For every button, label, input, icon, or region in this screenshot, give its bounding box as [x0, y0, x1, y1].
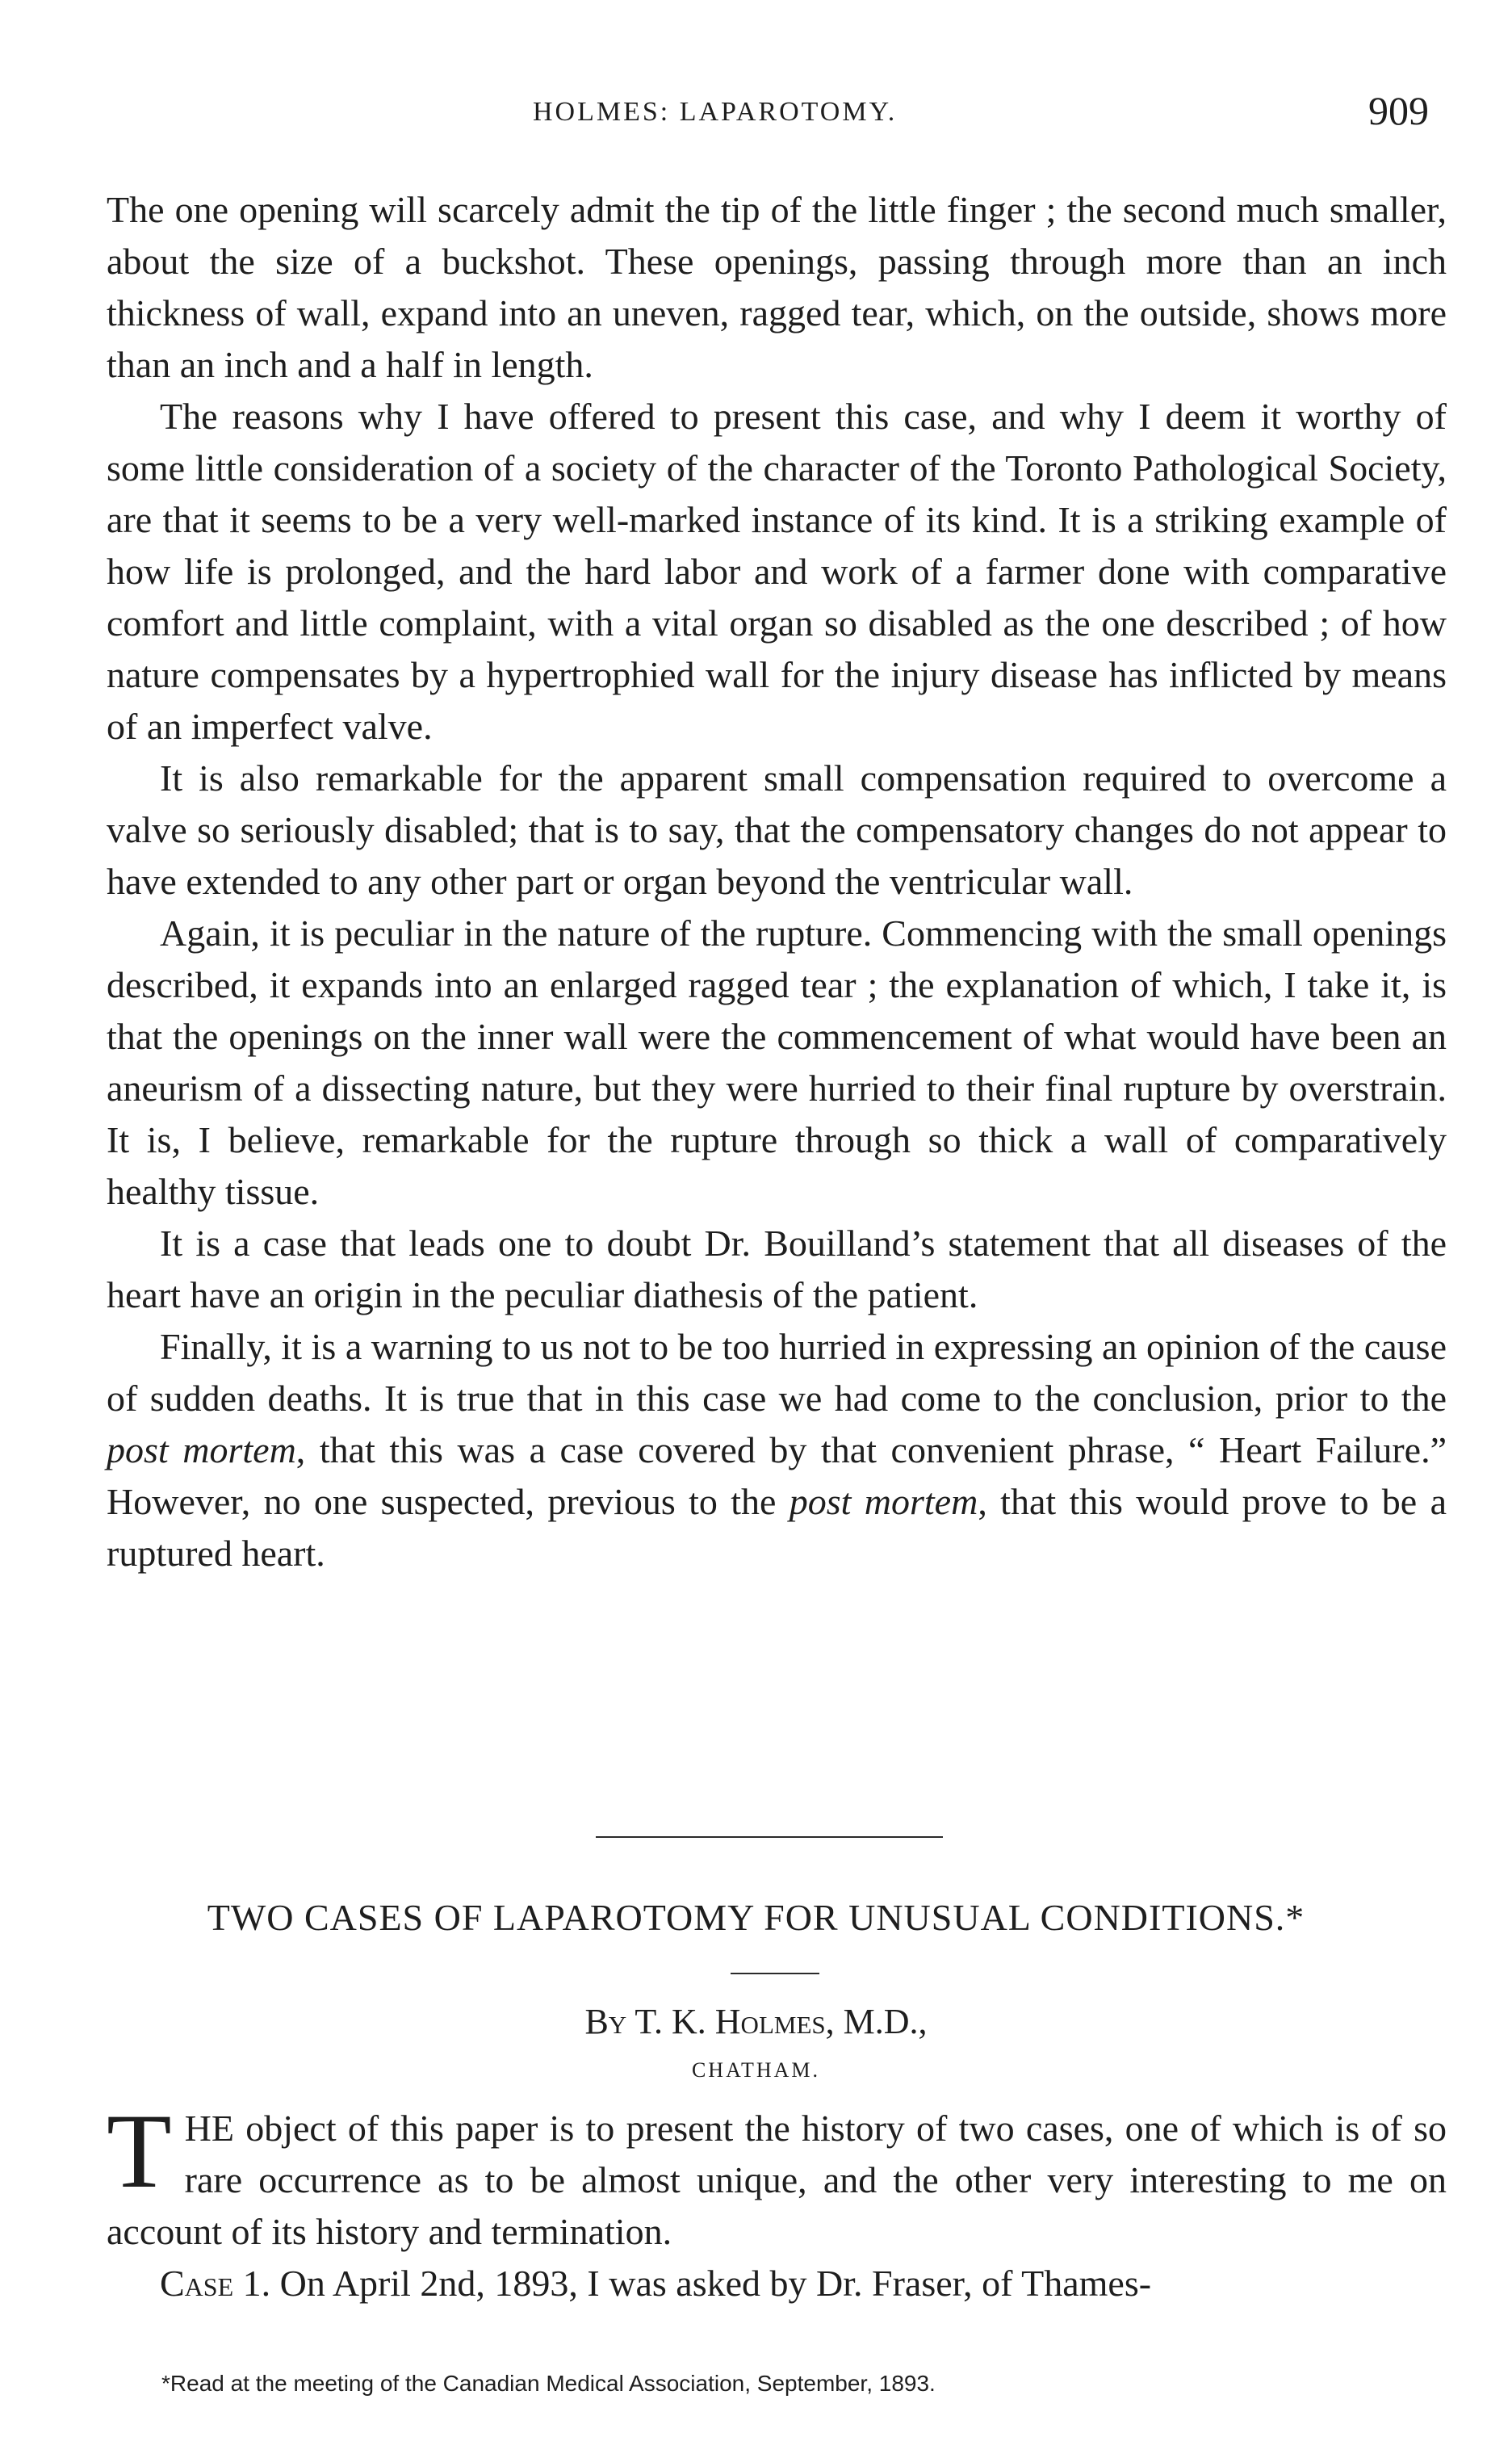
paragraph-4 [107, 908, 1447, 1218]
paragraph-6 [107, 1321, 1447, 1579]
page-number: 909 [1368, 88, 1429, 133]
paragraph-6-text-a: Finally, it is a warning to us not to be too hurried in expressing an opinion of the cause of sudden deaths. It is true that in this case we had come to the conclusion, prior to the [107, 1326, 1447, 1419]
running-head [0, 87, 1512, 136]
intro-paragraph [107, 2091, 1447, 2258]
section-divider [596, 1836, 943, 1838]
drop-cap: T [107, 2091, 172, 2210]
paragraph-6-italic-a: post mortem [107, 1429, 296, 1470]
case-paragraph-text: On April 2nd, 1893, I was asked by Dr. Fraser, of Thames- [270, 2263, 1152, 2304]
paragraph-3-text: It is also remarkable for the apparent small compensation required to overcome a valve so seriously disabled; that is to say, that the compensatory changes do not appear to have extended to any other part or organ beyond the ventricular wall. [107, 757, 1447, 902]
paragraph-1-text: The one opening will scarcely admit the tip of the little finger ; the second much smaller, about the size of a buckshot. These openings, passing through more than an inch thickness of wall, expand into an uneven, ragged tear, which, on the outside, shows more than an inch and a half in length. [107, 189, 1447, 385]
running-title: HOLMES: LAPAROTOMY. [533, 97, 898, 127]
paragraph-3 [107, 753, 1447, 908]
body-text [107, 184, 1447, 1579]
paragraph-4-text: Again, it is peculiar in the nature of the rupture. Commencing with the small openings described, it expands into an enlarged ragged tear ; the explanation of which, I take it, is that the openings on the inner wall were the commencement of what would have been an aneurism of a dissecting nature, but they were hurried to their final rupture by overstrain. It is, I believe, remarkable for the rupture through so thick a wall of comparatively healthy tissue. [107, 912, 1447, 1212]
paragraph-1 [107, 184, 1447, 391]
paragraph-5-text: It is a case that leads one to doubt Dr. Bouilland’s statement that all diseases of the heart have an origin in the peculiar diathesis of the patient. [107, 1223, 1447, 1315]
author-location: CHATHAM. [691, 2058, 821, 2082]
paragraph-6-italic-b: post mortem [789, 1481, 978, 1522]
article-title: TWO CASES OF LAPAROTOMY FOR UNUSUAL CONDITIONS.* [207, 1897, 1305, 1938]
case-paragraph [107, 2258, 1447, 2309]
case-label: Case 1. [160, 2263, 271, 2304]
paragraph-6-text-b: , that this was a case covered by that convenient phrase, “ Heart Failure.” However, no one suspected, previous to the [107, 1429, 1447, 1522]
title-rule [731, 1973, 819, 1974]
intro-paragraph-text: HE object of this paper is to present the history of two cases, one of which is of so rare occurrence as to be almost unique, and the other very interesting to me on account of its history and termination. [107, 2108, 1447, 2252]
footnote: *Read at the meeting of the Canadian Medical Association, September, 1893. [161, 2371, 936, 2396]
paragraph-2 [107, 391, 1447, 753]
article-intro [107, 2091, 1447, 2309]
byline-text: By T. K. Holmes, M.D., [584, 2002, 928, 2041]
byline [0, 2001, 1512, 2042]
paragraph-2-text: The reasons why I have offered to present this case, and why I deem it worthy of some little consideration of a society of the character of the Toronto Pathological Society, are that it seems to be a very well-marked instance of its kind. It is a striking example of how life is prolonged, and the hard labor and work of a farmer done with comparative comfort and little complaint, with a vital organ so disabled as the one described ; of how nature compensates by a hypertrophied wall for the injury disease has inflicted by means of an imperfect valve. [107, 396, 1447, 747]
paragraph-5 [107, 1218, 1447, 1321]
paragraph-6-text-c: , that this would prove to be a ruptured heart. [107, 1481, 1447, 1574]
